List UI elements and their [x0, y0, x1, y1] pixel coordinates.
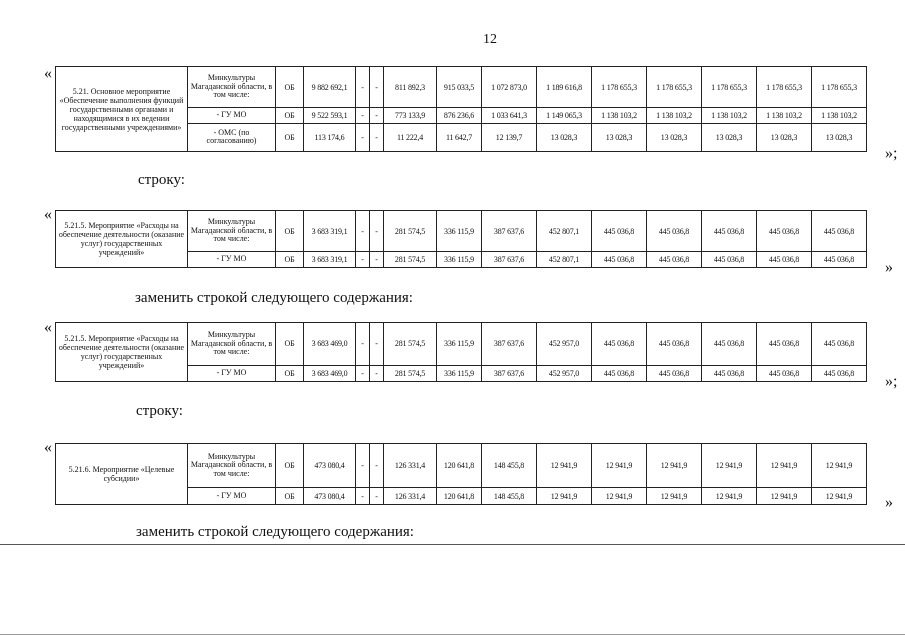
page-edge-line [0, 544, 905, 545]
table-row [56, 323, 905, 366]
year-value-cell: 12 941,9 [592, 444, 647, 488]
year-value-cell: 11 222,4 [384, 123, 437, 151]
year-value-cell: 12 941,9 [537, 488, 592, 505]
year-value-cell: 1 178 655,3 [592, 67, 647, 108]
year-value-cell: 148 455,8 [482, 488, 537, 505]
dash-cell: - [370, 211, 384, 252]
executor-cell: - ГУ МО [188, 108, 276, 124]
dash-cell: - [370, 323, 384, 366]
year-value-cell: 445 036,8 [757, 323, 812, 366]
total-cell: 113 174,6 [304, 123, 356, 151]
year-value-cell: 1 138 103,2 [592, 108, 647, 124]
measure-name-cell: 5.21.5. Мероприятие «Расходы на обеспечение деятельности (оказание услуг) государственных учреждений» [56, 211, 188, 268]
year-value-cell: 1 178 655,3 [757, 67, 812, 108]
year-value-cell: 876 236,6 [437, 108, 482, 124]
year-value-cell: 12 941,9 [647, 488, 702, 505]
year-value-cell: 445 036,8 [592, 211, 647, 252]
year-value-cell: 915 033,5 [437, 67, 482, 108]
measure-name-cell: 5.21.6. Мероприятие «Целевые субсидии» [56, 444, 188, 505]
open-quote: « [44, 65, 52, 82]
dash-cell: - [356, 67, 370, 108]
table-5-21-5-old [55, 210, 905, 268]
dash-cell: - [370, 488, 384, 505]
year-value-cell: 12 941,9 [537, 444, 592, 488]
executor-cell: - ГУ МО [188, 365, 276, 381]
caption-string: строку: [136, 403, 183, 419]
total-cell: 473 080,4 [304, 444, 356, 488]
year-value-cell: 126 331,4 [384, 488, 437, 505]
year-value-cell: 120 641,8 [437, 444, 482, 488]
year-value-cell: 445 036,8 [757, 365, 812, 381]
year-value-cell: 336 115,9 [437, 323, 482, 366]
year-value-cell: 445 036,8 [757, 211, 812, 252]
year-value-cell: 281 574,5 [384, 252, 437, 268]
year-value-cell: 1 189 616,8 [537, 67, 592, 108]
year-value-cell: 11 642,7 [437, 123, 482, 151]
dash-cell: - [356, 444, 370, 488]
year-value-cell: 12 941,9 [592, 488, 647, 505]
year-value-cell: 445 036,8 [757, 252, 812, 268]
year-value-cell: 1 178 655,3 [702, 67, 757, 108]
year-value-cell: 120 641,8 [437, 488, 482, 505]
year-value-cell: 1 138 103,2 [647, 108, 702, 124]
year-value-cell: 12 941,9 [702, 488, 757, 505]
table-5-21 [55, 66, 905, 152]
total-cell: 473 080,4 [304, 488, 356, 505]
dash-cell: - [370, 252, 384, 268]
funding-source-cell: ОБ [276, 444, 304, 488]
year-value-cell: 445 036,8 [812, 252, 867, 268]
open-quote: « [44, 439, 52, 456]
year-value-cell: 12 941,9 [647, 444, 702, 488]
year-value-cell: 281 574,5 [384, 211, 437, 252]
total-cell: 3 683 319,1 [304, 252, 356, 268]
table-row [56, 444, 905, 488]
year-value-cell: 445 036,8 [812, 365, 867, 381]
dash-cell: - [356, 108, 370, 124]
year-value-cell: 445 036,8 [812, 211, 867, 252]
year-value-cell: 452 807,1 [537, 211, 592, 252]
year-value-cell: 445 036,8 [592, 365, 647, 381]
year-value-cell: 13 028,3 [537, 123, 592, 151]
caption-replace: заменить строкой следующего содержания: [135, 290, 413, 306]
funding-source-cell: ОБ [276, 252, 304, 268]
close-quote: » [885, 494, 893, 511]
dash-cell: - [356, 488, 370, 505]
dash-cell: - [370, 123, 384, 151]
dash-cell: - [356, 252, 370, 268]
executor-cell: Минкультуры Магаданской области, в том числе: [188, 211, 276, 252]
year-value-cell: 773 133,9 [384, 108, 437, 124]
table-5-21-6-old [55, 443, 905, 505]
year-value-cell: 387 637,6 [482, 323, 537, 366]
total-cell: 3 683 469,0 [304, 365, 356, 381]
year-value-cell: 452 957,0 [537, 323, 592, 366]
dash-cell: - [370, 444, 384, 488]
dash-cell: - [356, 123, 370, 151]
funding-source-cell: ОБ [276, 365, 304, 381]
year-value-cell: 445 036,8 [702, 365, 757, 381]
year-value-cell: 445 036,8 [647, 252, 702, 268]
close-quote: » [885, 259, 893, 276]
year-value-cell: 336 115,9 [437, 252, 482, 268]
year-value-cell: 445 036,8 [702, 252, 757, 268]
year-value-cell: 1 138 103,2 [757, 108, 812, 124]
year-value-cell: 445 036,8 [592, 323, 647, 366]
total-cell: 9 522 593,1 [304, 108, 356, 124]
year-value-cell: 12 941,9 [812, 488, 867, 505]
year-value-cell: 12 941,9 [757, 444, 812, 488]
year-value-cell: 12 941,9 [702, 444, 757, 488]
dash-cell: - [370, 67, 384, 108]
year-value-cell: 12 941,9 [757, 488, 812, 505]
funding-source-cell: ОБ [276, 323, 304, 366]
year-value-cell: 387 637,6 [482, 365, 537, 381]
year-value-cell: 387 637,6 [482, 252, 537, 268]
table-5-21-5-new [55, 322, 905, 382]
caption-string: строку: [138, 172, 185, 188]
funding-source-cell: ОБ [276, 123, 304, 151]
page-number: 12 [483, 32, 497, 47]
year-value-cell: 336 115,9 [437, 365, 482, 381]
year-value-cell: 12 139,7 [482, 123, 537, 151]
dash-cell: - [356, 211, 370, 252]
funding-source-cell: ОБ [276, 67, 304, 108]
table-row [56, 67, 905, 108]
open-quote: « [44, 206, 52, 223]
year-value-cell: 1 178 655,3 [647, 67, 702, 108]
funding-source-cell: ОБ [276, 211, 304, 252]
total-cell: 3 683 319,1 [304, 211, 356, 252]
dash-cell: - [356, 365, 370, 381]
measure-name-cell: 5.21. Основное мероприятие «Обеспечение выполнения функций государственными органами и находящимися в их ведении государственными учреждениями» [56, 67, 188, 152]
year-value-cell: 12 941,9 [812, 444, 867, 488]
year-value-cell: 126 331,4 [384, 444, 437, 488]
year-value-cell: 445 036,8 [647, 211, 702, 252]
year-value-cell: 445 036,8 [647, 365, 702, 381]
year-value-cell: 13 028,3 [812, 123, 867, 151]
year-value-cell: 13 028,3 [647, 123, 702, 151]
year-value-cell: 445 036,8 [702, 323, 757, 366]
total-cell: 9 882 692,1 [304, 67, 356, 108]
caption-replace: заменить строкой следующего содержания: [136, 524, 414, 540]
year-value-cell: 13 028,3 [757, 123, 812, 151]
executor-cell: Минкультуры Магаданской области, в том числе: [188, 444, 276, 488]
total-cell: 3 683 469,0 [304, 323, 356, 366]
year-value-cell: 445 036,8 [702, 211, 757, 252]
year-value-cell: 1 178 655,3 [812, 67, 867, 108]
year-value-cell: 445 036,8 [592, 252, 647, 268]
year-value-cell: 445 036,8 [812, 323, 867, 366]
year-value-cell: 1 138 103,2 [702, 108, 757, 124]
year-value-cell: 445 036,8 [647, 323, 702, 366]
year-value-cell: 387 637,6 [482, 211, 537, 252]
dash-cell: - [370, 108, 384, 124]
year-value-cell: 452 807,1 [537, 252, 592, 268]
funding-source-cell: ОБ [276, 108, 304, 124]
dash-cell: - [356, 323, 370, 366]
table-row [56, 211, 905, 252]
year-value-cell: 452 957,0 [537, 365, 592, 381]
year-value-cell: 13 028,3 [702, 123, 757, 151]
year-value-cell: 281 574,5 [384, 365, 437, 381]
executor-cell: - ГУ МО [188, 488, 276, 505]
year-value-cell: 148 455,8 [482, 444, 537, 488]
year-value-cell: 281 574,5 [384, 323, 437, 366]
funding-source-cell: ОБ [276, 488, 304, 505]
executor-cell: Минкультуры Магаданской области, в том числе: [188, 67, 276, 108]
year-value-cell: 811 892,3 [384, 67, 437, 108]
executor-cell: - ГУ МО [188, 252, 276, 268]
year-value-cell: 1 149 065,3 [537, 108, 592, 124]
open-quote: « [44, 319, 52, 336]
measure-name-cell: 5.21.5. Мероприятие «Расходы на обеспечение деятельности (оказание услуг) государственных учреждений» [56, 323, 188, 382]
dash-cell: - [370, 365, 384, 381]
executor-cell: - ОМС (по согласованию) [188, 123, 276, 151]
year-value-cell: 1 138 103,2 [812, 108, 867, 124]
year-value-cell: 1 072 873,0 [482, 67, 537, 108]
year-value-cell: 1 033 641,3 [482, 108, 537, 124]
close-quote: »; [885, 373, 898, 390]
scan-bottom-line [0, 634, 905, 635]
year-value-cell: 336 115,9 [437, 211, 482, 252]
close-quote: »; [885, 145, 898, 162]
executor-cell: Минкультуры Магаданской области, в том числе: [188, 323, 276, 366]
year-value-cell: 13 028,3 [592, 123, 647, 151]
